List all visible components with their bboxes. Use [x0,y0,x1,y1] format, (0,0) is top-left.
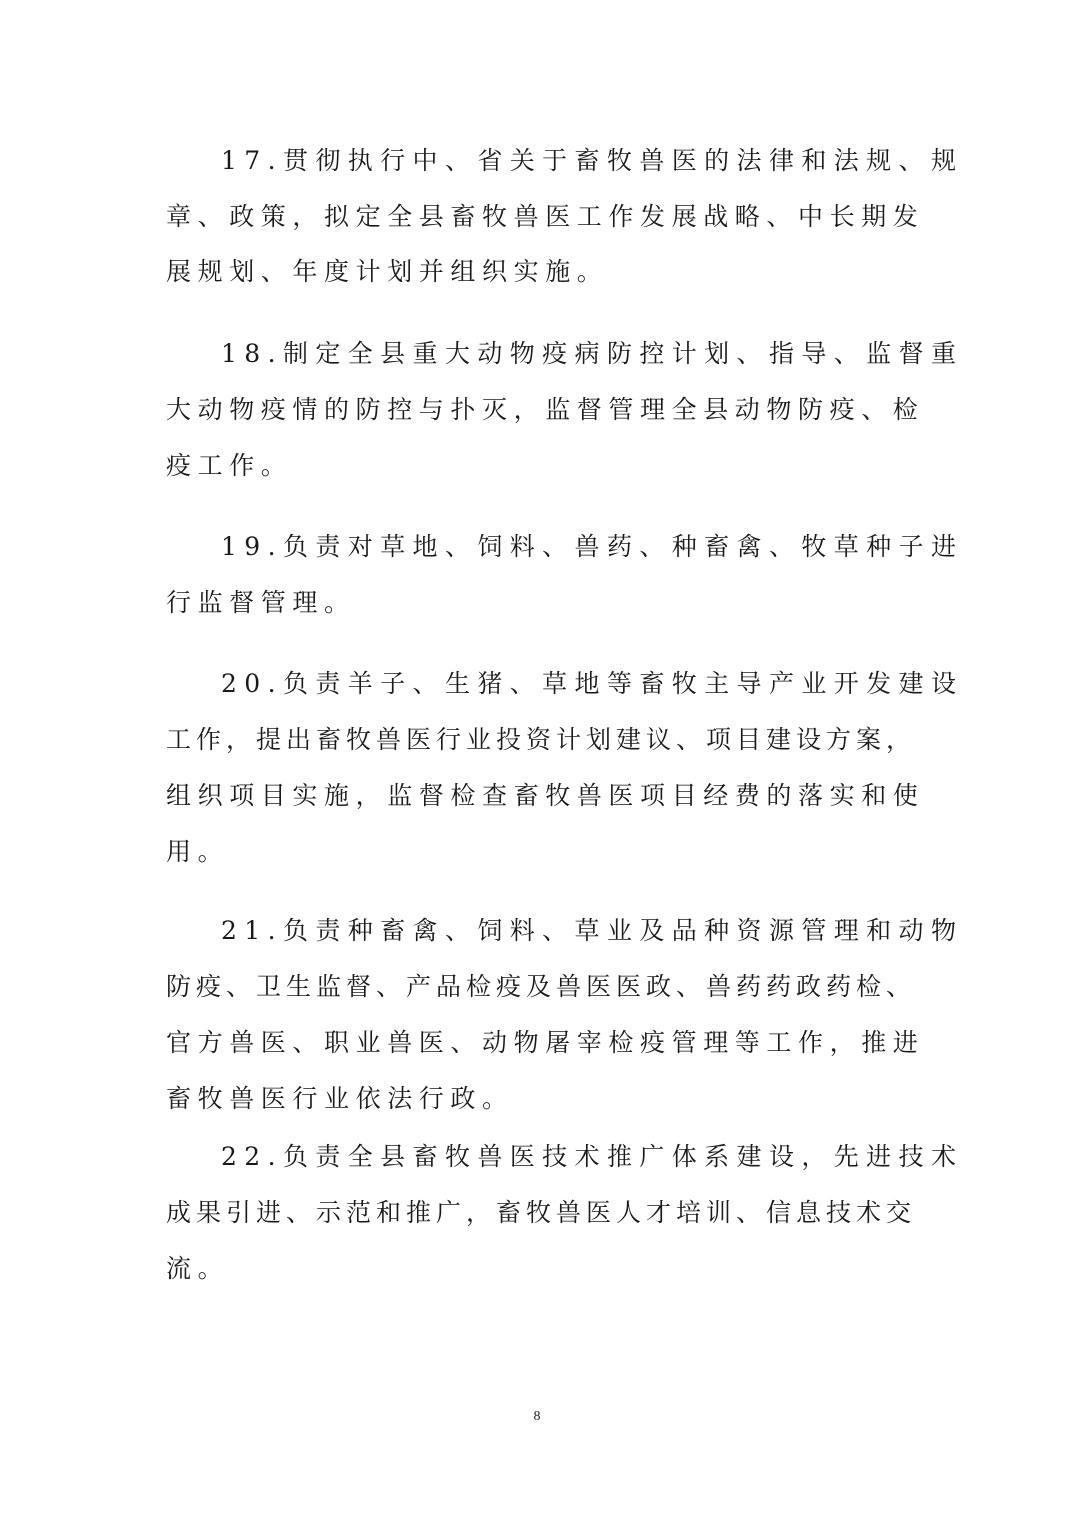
text-line: 展规划、年度计划并组织实施。 [166,257,609,286]
text-line: 行监督管理。 [166,588,356,617]
text-line: 疫工作。 [166,451,293,480]
text-line: 21.负责种畜禽、饲料、草业及品种资源管理和动物 [221,916,964,945]
text-line: 流。 [166,1254,230,1283]
text-line: 工作，提出畜牧兽医行业投资计划建议、项目建设方案， [166,725,917,754]
text-line: 组织项目实施，监督检查畜牧兽医项目经费的落实和使 [166,781,925,810]
text-line: 成果引进、示范和推广，畜牧兽医人才培训、信息技术交 [166,1198,917,1227]
text-line: 20.负责羊子、生猪、草地等畜牧主导产业开发建设 [221,669,964,698]
text-line: 大动物疫情的防控与扑灭，监督管理全县动物防疫、检 [166,395,925,424]
text-line: 畜牧兽医行业依法行政。 [166,1084,514,1113]
page-number: 8 [533,1409,541,1424]
text-line: 用。 [166,837,230,866]
text-line: 防疫、卫生监督、产品检疫及兽医医政、兽药药政药检、 [166,972,917,1001]
text-line: 官方兽医、职业兽医、动物屠宰检疫管理等工作，推进 [166,1028,925,1057]
text-line: 章、政策，拟定全县畜牧兽医工作发展战略、中长期发 [166,202,925,231]
text-line: 19.负责对草地、饲料、兽药、种畜禽、牧草种子进 [221,532,964,561]
text-line: 17.贯彻执行中、省关于畜牧兽医的法律和法规、规 [221,146,964,175]
text-line: 22.负责全县畜牧兽医技术推广体系建设，先进技术 [221,1142,964,1171]
text-line: 18.制定全县重大动物疫病防控计划、指导、监督重 [221,339,964,368]
